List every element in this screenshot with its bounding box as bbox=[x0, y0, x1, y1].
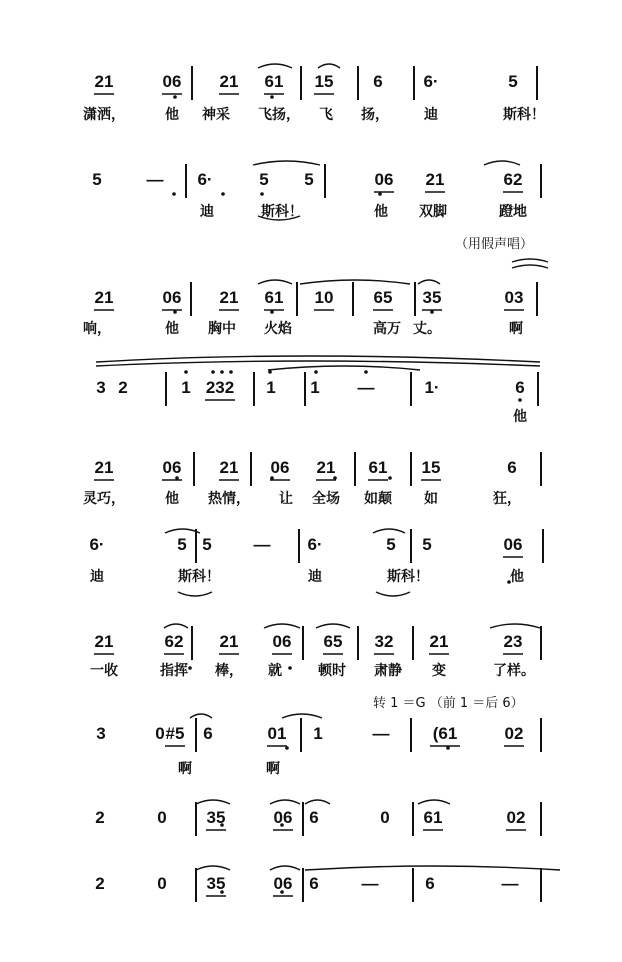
jianpu-note: 15 bbox=[314, 72, 334, 91]
jianpu-note: 21 bbox=[429, 632, 449, 651]
jianpu-note: 5 bbox=[92, 170, 102, 189]
jianpu-note: 32 bbox=[374, 632, 394, 651]
bar-line bbox=[195, 718, 197, 752]
jianpu-note: #5 bbox=[165, 724, 185, 743]
jianpu-note: 2 bbox=[95, 874, 105, 893]
jianpu-note: 01 bbox=[267, 724, 287, 743]
jianpu-note: 1 bbox=[266, 378, 276, 397]
slur-arc bbox=[418, 280, 440, 284]
lyric-syllable: 潇洒， bbox=[83, 107, 125, 123]
octave-dot bbox=[288, 666, 292, 670]
jianpu-note: 5 bbox=[422, 535, 432, 554]
jianpu-note: 06 bbox=[273, 874, 293, 893]
slur-arc bbox=[300, 280, 410, 284]
jianpu-note: 3 bbox=[96, 378, 106, 397]
jianpu-note: 1 bbox=[310, 378, 320, 397]
jianpu-note: 6 bbox=[309, 874, 319, 893]
slur-arc bbox=[373, 529, 405, 533]
jianpu-note: 21 bbox=[219, 458, 239, 477]
bar-line bbox=[165, 372, 167, 406]
jianpu-note: 3 bbox=[96, 724, 106, 743]
phrase-slur-arc bbox=[512, 265, 548, 268]
bar-line bbox=[410, 718, 412, 752]
bar-line bbox=[540, 802, 542, 836]
bar-line bbox=[193, 452, 195, 486]
jianpu-note: 6 bbox=[515, 378, 525, 397]
performance-annotation: （用假声唱） bbox=[455, 237, 534, 252]
bar-line bbox=[542, 529, 544, 563]
jianpu-note: 0 bbox=[155, 724, 165, 743]
jianpu-note: 2 bbox=[95, 808, 105, 827]
jianpu-note: (61 bbox=[432, 724, 458, 743]
slur-arc bbox=[376, 592, 410, 596]
jianpu-note: 65 bbox=[323, 632, 343, 651]
bar-line bbox=[302, 626, 304, 660]
octave-dot bbox=[184, 370, 188, 374]
octave-dot bbox=[172, 192, 176, 196]
jianpu-note: 06 bbox=[270, 458, 290, 477]
performance-annotation: 转 1 ＝G （前 1 ＝后 6） bbox=[373, 696, 524, 711]
bar-line bbox=[540, 164, 542, 198]
slur-arc bbox=[264, 624, 300, 628]
lyric-syllable: 他 bbox=[510, 569, 524, 585]
bar-line bbox=[540, 452, 542, 486]
jianpu-note: 62 bbox=[503, 170, 523, 189]
lyric-syllable: 蹬地 bbox=[499, 204, 527, 220]
octave-dot bbox=[388, 476, 392, 480]
lyric-syllable: 火焰 bbox=[264, 321, 292, 337]
jianpu-note: 35 bbox=[422, 288, 442, 307]
lyric-syllable: 丈。 bbox=[413, 321, 441, 337]
bar-line bbox=[300, 718, 302, 752]
slur-arc bbox=[490, 624, 540, 628]
jianpu-note: 5 bbox=[177, 535, 187, 554]
lyric-syllable: 啊 bbox=[266, 761, 280, 777]
slur-arc bbox=[178, 592, 212, 596]
bar-line bbox=[195, 529, 197, 563]
jianpu-note: 6 bbox=[373, 72, 383, 91]
phrase-slur-arc bbox=[96, 361, 540, 366]
jianpu-note: 10 bbox=[314, 288, 334, 307]
lyric-syllable: 一收 bbox=[90, 663, 118, 679]
lyric-syllable: 迪 bbox=[308, 569, 322, 585]
bar-line bbox=[536, 66, 538, 100]
jianpu-note: 61 bbox=[264, 72, 284, 91]
slur-arc bbox=[258, 64, 292, 68]
jianpu-note: 6 bbox=[203, 724, 213, 743]
slur-arc bbox=[305, 800, 330, 804]
jianpu-note: 0 bbox=[157, 874, 167, 893]
lyric-syllable: 胸中 bbox=[208, 321, 236, 337]
octave-dot bbox=[378, 192, 382, 196]
slur-arc bbox=[270, 866, 300, 870]
lyric-syllable: 狂， bbox=[493, 491, 521, 507]
jianpu-note: — bbox=[253, 535, 271, 554]
jianpu-note: 65 bbox=[373, 288, 393, 307]
bar-line bbox=[410, 529, 412, 563]
jianpu-note: 21 bbox=[425, 170, 445, 189]
bar-line bbox=[536, 282, 538, 316]
jianpu-note: 21 bbox=[219, 72, 239, 91]
jianpu-note: 1 bbox=[313, 724, 323, 743]
slur-arc bbox=[196, 866, 230, 870]
octave-dot bbox=[188, 666, 192, 670]
bar-line bbox=[352, 282, 354, 316]
slur-arc bbox=[316, 624, 350, 628]
bar-line bbox=[412, 802, 414, 836]
octave-dot bbox=[173, 95, 177, 99]
jianpu-note: 35 bbox=[206, 808, 226, 827]
jianpu-note: 6· bbox=[307, 535, 323, 554]
lyric-syllable: 飞扬， bbox=[258, 107, 300, 123]
octave-dot bbox=[221, 192, 225, 196]
jianpu-note: 1 bbox=[181, 378, 191, 397]
bar-line bbox=[537, 372, 539, 406]
bar-line bbox=[357, 66, 359, 100]
jianpu-note: 06 bbox=[162, 458, 182, 477]
lyric-syllable: 顿时 bbox=[318, 663, 346, 679]
slur-arc bbox=[305, 866, 560, 870]
bar-line bbox=[324, 164, 326, 198]
lyric-syllable: 响， bbox=[83, 321, 111, 337]
lyric-syllable: 神采 bbox=[202, 107, 230, 123]
lyric-syllable: 斯科！ bbox=[503, 107, 545, 123]
jianpu-note: 02 bbox=[504, 724, 524, 743]
bar-line bbox=[185, 164, 187, 198]
bar-line bbox=[302, 868, 304, 902]
bar-line bbox=[191, 626, 193, 660]
jianpu-note: 06 bbox=[162, 72, 182, 91]
slur-arc bbox=[190, 714, 212, 718]
lyric-syllable: 就 bbox=[268, 663, 282, 679]
jianpu-note: 21 bbox=[94, 632, 114, 651]
lyric-syllable: 高万 bbox=[373, 321, 401, 337]
octave-dot bbox=[270, 310, 274, 314]
lyric-syllable: 灵巧， bbox=[83, 491, 125, 507]
lyric-syllable: 他 bbox=[374, 204, 388, 220]
jianpu-note: 21 bbox=[94, 72, 114, 91]
bar-line bbox=[540, 868, 542, 902]
octave-dot bbox=[285, 746, 289, 750]
octave-dot bbox=[446, 746, 450, 750]
bar-line bbox=[414, 282, 416, 316]
bar-line bbox=[354, 452, 356, 486]
slur-arc bbox=[253, 161, 320, 165]
lyric-syllable: 让 bbox=[279, 491, 293, 507]
jianpu-note: 1· bbox=[424, 378, 440, 397]
jianpu-note: 0 bbox=[380, 808, 390, 827]
lyric-syllable: 啊 bbox=[509, 321, 523, 337]
bar-line bbox=[540, 626, 542, 660]
lyric-syllable: 棒， bbox=[215, 663, 243, 679]
jianpu-note: 06 bbox=[374, 170, 394, 189]
jianpu-note: 5 bbox=[304, 170, 314, 189]
jianpu-note: — bbox=[361, 874, 379, 893]
jianpu-note: 62 bbox=[164, 632, 184, 651]
octave-dot bbox=[314, 370, 318, 374]
lyric-syllable: 斯科！ bbox=[261, 204, 303, 220]
jianpu-note: 6 bbox=[425, 874, 435, 893]
bar-line bbox=[250, 452, 252, 486]
bar-line bbox=[195, 868, 197, 902]
octave-dot bbox=[260, 192, 264, 196]
octave-dot bbox=[518, 398, 522, 402]
phrase-slur-arc bbox=[512, 259, 548, 262]
jianpu-note: 5 bbox=[202, 535, 212, 554]
lyric-syllable: 迪 bbox=[90, 569, 104, 585]
lyric-syllable: 全场 bbox=[312, 491, 340, 507]
lyric-syllable: 斯科！ bbox=[178, 569, 220, 585]
jianpu-note: 23 bbox=[503, 632, 523, 651]
jianpu-note: 06 bbox=[503, 535, 523, 554]
bar-line bbox=[412, 626, 414, 660]
lyric-syllable: 双脚 bbox=[419, 204, 447, 220]
slur-arc bbox=[258, 280, 292, 284]
lyric-syllable: 了样。 bbox=[493, 663, 535, 679]
jianpu-note: 6· bbox=[423, 72, 439, 91]
bar-line bbox=[540, 718, 542, 752]
bar-line bbox=[298, 529, 300, 563]
bar-line bbox=[191, 66, 193, 100]
bar-line bbox=[412, 868, 414, 902]
jianpu-note: 21 bbox=[219, 632, 239, 651]
octave-dot bbox=[220, 370, 224, 374]
jianpu-note: 21 bbox=[316, 458, 336, 477]
lyric-syllable: 如颠 bbox=[364, 491, 392, 507]
slur-arc bbox=[282, 714, 322, 718]
bar-line bbox=[410, 372, 412, 406]
lyric-syllable: 他 bbox=[513, 409, 527, 425]
octave-dot bbox=[270, 95, 274, 99]
slur-arc bbox=[270, 800, 300, 804]
slur-arc bbox=[268, 366, 420, 370]
bar-line bbox=[195, 802, 197, 836]
lyric-syllable: 飞 bbox=[319, 107, 333, 123]
octave-dot bbox=[211, 370, 215, 374]
jianpu-note: 06 bbox=[162, 288, 182, 307]
lyric-syllable: 他 bbox=[165, 491, 179, 507]
jianpu-note: 6 bbox=[507, 458, 517, 477]
jianpu-note: 06 bbox=[272, 632, 292, 651]
slur-arc bbox=[484, 161, 520, 165]
lyric-syllable: 迪 bbox=[200, 204, 214, 220]
bar-line bbox=[413, 66, 415, 100]
jianpu-note: 03 bbox=[504, 288, 524, 307]
lyric-syllable: 扬， bbox=[361, 107, 389, 123]
bar-line bbox=[357, 626, 359, 660]
jianpu-note: 35 bbox=[206, 874, 226, 893]
slur-arc bbox=[318, 64, 340, 68]
lyric-syllable: 斯科！ bbox=[387, 569, 429, 585]
jianpu-note: 2 bbox=[118, 378, 128, 397]
octave-dot bbox=[268, 370, 272, 374]
slur-arc bbox=[418, 800, 450, 804]
jianpu-note: 5 bbox=[386, 535, 396, 554]
octave-dot bbox=[229, 370, 233, 374]
jianpu-note: — bbox=[146, 170, 164, 189]
jianpu-note: 15 bbox=[421, 458, 441, 477]
lyric-syllable: 啊 bbox=[178, 761, 192, 777]
jianpu-note: 61 bbox=[423, 808, 443, 827]
jianpu-note: 0 bbox=[157, 808, 167, 827]
bar-line bbox=[296, 282, 298, 316]
jianpu-note: 61 bbox=[368, 458, 388, 477]
octave-dot bbox=[430, 310, 434, 314]
lyric-syllable: 热情， bbox=[208, 491, 250, 507]
jianpu-note: 6· bbox=[197, 170, 213, 189]
octave-dot bbox=[364, 370, 368, 374]
jianpu-note: 6 bbox=[309, 808, 319, 827]
jianpu-note: 02 bbox=[506, 808, 526, 827]
jianpu-note: 5 bbox=[259, 170, 269, 189]
lyric-syllable: 如 bbox=[424, 491, 438, 507]
lyric-syllable: 迪 bbox=[424, 107, 438, 123]
lyric-syllable: 肃静 bbox=[374, 663, 402, 679]
octave-dot bbox=[173, 310, 177, 314]
lyric-syllable: 他 bbox=[165, 321, 179, 337]
jianpu-note: 21 bbox=[94, 288, 114, 307]
jianpu-note: 21 bbox=[219, 288, 239, 307]
jianpu-note: 6· bbox=[89, 535, 105, 554]
jianpu-note: 5 bbox=[508, 72, 518, 91]
jianpu-note: — bbox=[357, 378, 375, 397]
slur-arc bbox=[196, 800, 230, 804]
bar-line bbox=[304, 372, 306, 406]
lyric-syllable: 变 bbox=[432, 663, 446, 679]
lyric-syllable: 指挥 bbox=[160, 663, 188, 679]
jianpu-note: 61 bbox=[264, 288, 284, 307]
jianpu-note: 06 bbox=[273, 808, 293, 827]
jianpu-note: — bbox=[372, 724, 390, 743]
bar-line bbox=[190, 282, 192, 316]
bar-line bbox=[410, 452, 412, 486]
bar-line bbox=[302, 802, 304, 836]
slur-arc bbox=[164, 624, 188, 628]
lyric-syllable: 他 bbox=[165, 107, 179, 123]
jianpu-note: 232 bbox=[205, 378, 235, 397]
jianpu-note: 21 bbox=[94, 458, 114, 477]
bar-line bbox=[300, 66, 302, 100]
bar-line bbox=[253, 372, 255, 406]
jianpu-note: — bbox=[501, 874, 519, 893]
